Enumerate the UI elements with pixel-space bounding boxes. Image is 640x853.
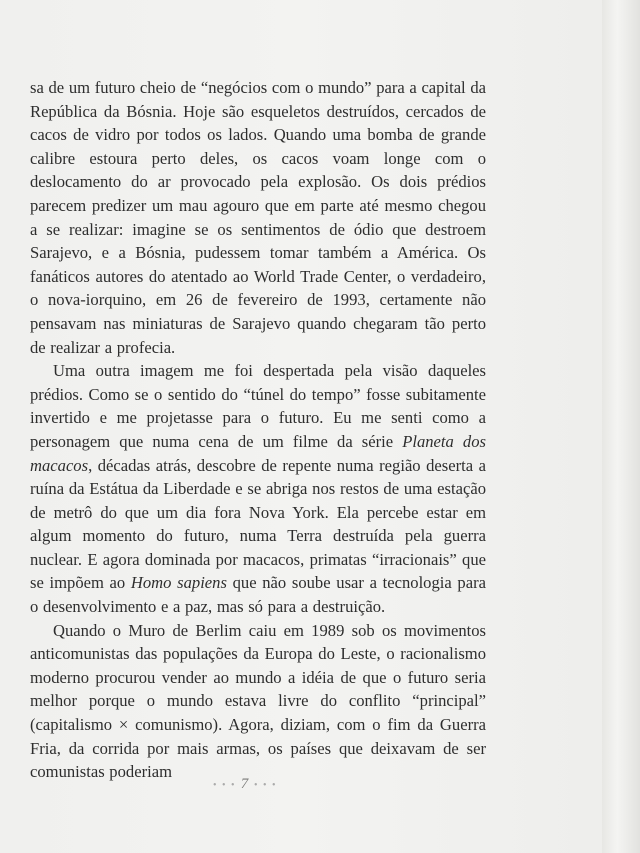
italic-title: Homo sapiens xyxy=(130,573,227,593)
italic-title: Planeta dos macacos xyxy=(30,431,486,475)
page-number: 7 xyxy=(240,776,250,792)
text-run: sa de um futuro cheio de “negócios com o mundo” para a capital da República da Bósnia. Hoje são esqueletos destruídos, cercados de cacos de vidro por todos os lados. Quando uma bomba de grande calibre estoura perto deles, os cacos voam longe com o deslocamento do ar provocado pela explosão. Os dois prédios parecem predizer um mau agouro que em parte até mesmo chegou a se realizar: imagine se os sentimentos de ódio que destroem Sarajevo, e a Bósnia, pudessem tomar também a América. Os fanáticos autores do atentado ao World Trade Center, o verdadeiro, o nova-iorquino, em 26 de fevereiro de 1993, certamente não pensavam nas miniaturas de Sarajevo quando chegaram tão perto de realizar a profecia. xyxy=(30,78,486,357)
folio-dots-right: • • • xyxy=(254,780,278,791)
page-edge xyxy=(602,0,640,853)
folio-dots-left: • • • xyxy=(212,780,236,791)
body-text xyxy=(30,76,486,784)
paragraph xyxy=(30,619,486,784)
text-run: que não soube usar a tecnologia para o desenvolvimento e a paz, mas só para a destruição. xyxy=(30,573,486,617)
page-folio xyxy=(0,776,490,793)
text-run: Quando o Muro de Berlim caiu em 1989 sob os movimentos anticomunistas das populações da Europa do Leste, o racionalismo moderno procurou vender ao mundo a idéia de que o futuro seria melhor porque o mundo estava livre do conflito “principal” (capitalismo × comunismo). Agora, diziam, com o fim da Guerra Fria, da corrida por mais armas, os países que deixavam de ser comunistas poderiam xyxy=(30,620,486,782)
paragraph xyxy=(30,76,486,359)
text-run: Uma outra imagem me foi despertada pela visão daqueles prédios. Como se o sentido do “túnel do tempo” fosse subitamente invertido e me projetasse para o futuro. Eu me senti como a personagem que numa cena de um filme da série xyxy=(30,361,486,451)
paragraph xyxy=(30,359,486,619)
text-run: , décadas atrás, descobre de repente numa região deserta a ruína da Estátua da Liberdade e se abriga nos restos de uma estação de metrô do que um dia fora Nova York. Ela percebe estar em algum momento do futuro, numa Terra destruída pela guerra nuclear. E agora dominada por macacos, primatas “irracionais” que se impõem ao xyxy=(30,455,486,593)
